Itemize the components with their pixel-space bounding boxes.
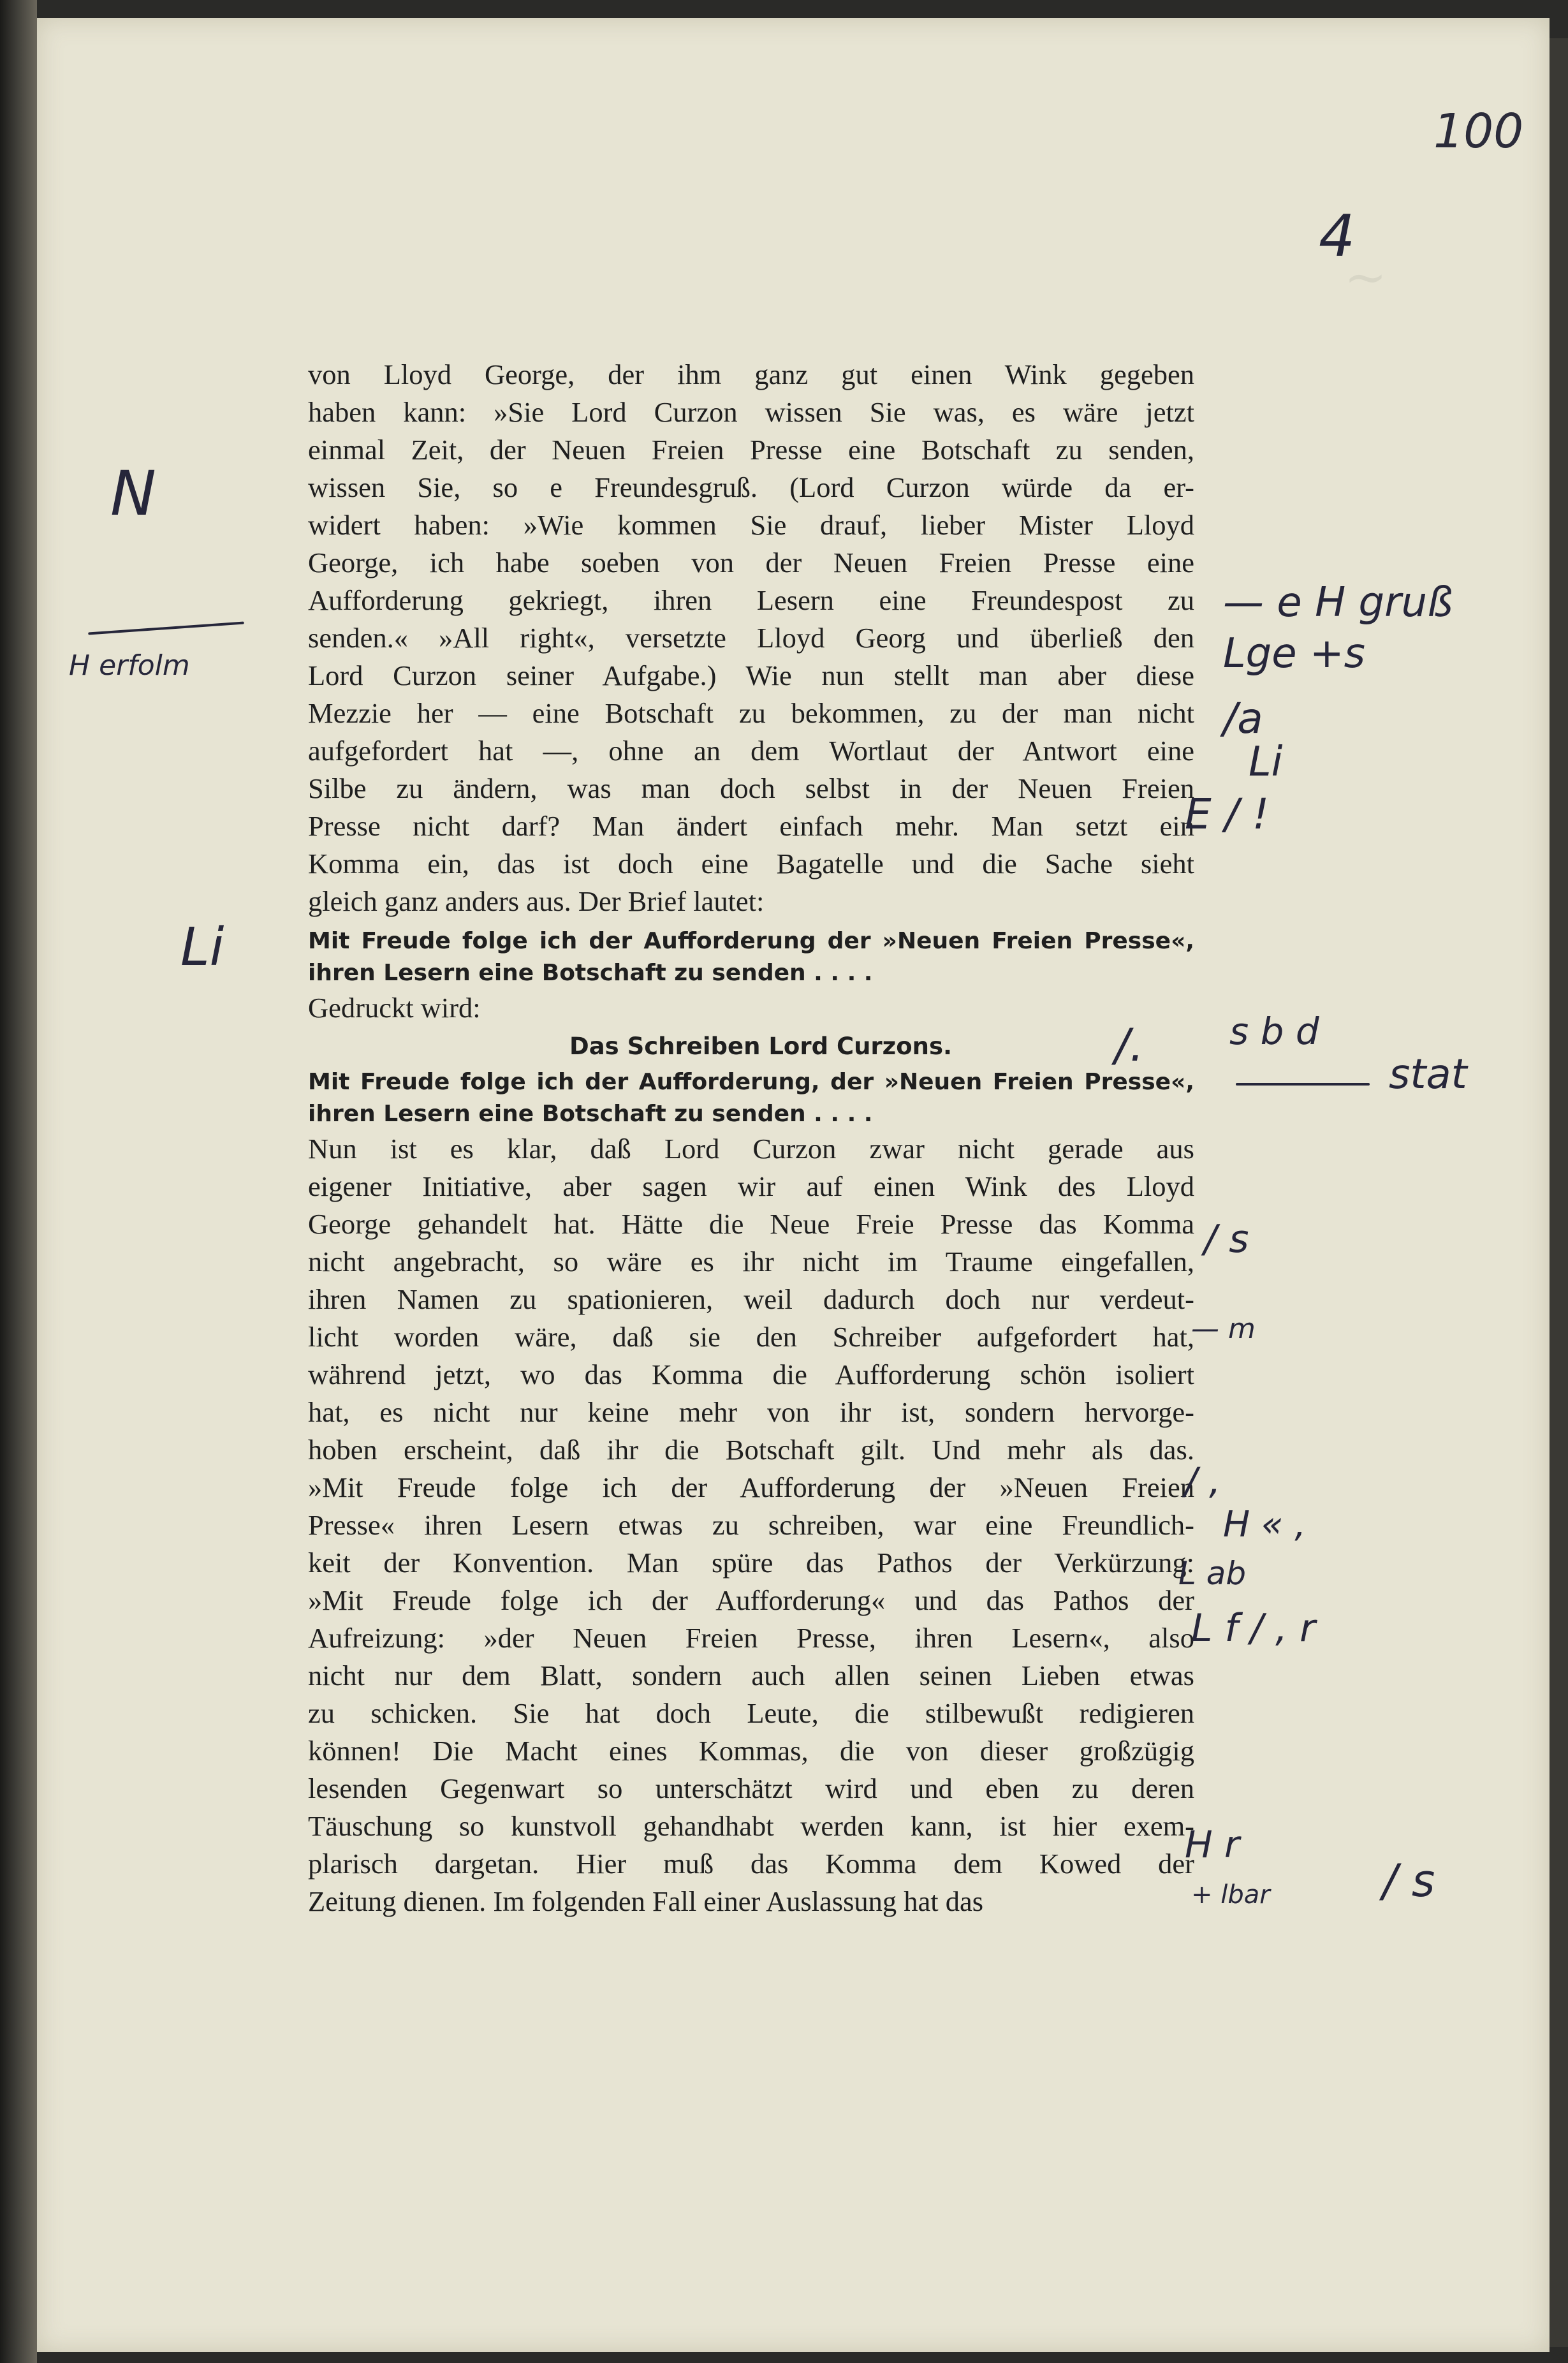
text-line: hoben erscheint, daß ihr die Botschaft gilt. Und mehr als das. <box>308 1434 1194 1466</box>
page-back-edge <box>1549 38 1568 2347</box>
margin-note-right-4: Li <box>1249 739 1283 786</box>
margin-note-right-3: /a <box>1223 694 1263 743</box>
text-line: Mezzie her — eine Botschaft zu bekommen, zu der man nicht <box>308 697 1194 729</box>
text-line: von Lloyd George, der ihm ganz gut einen Wink gegeben <box>308 358 1194 390</box>
text-line: eigener Initiative, aber sagen wir auf einen Wink des Lloyd <box>308 1170 1194 1202</box>
text-line: licht worden wäre, daß sie den Schreiber aufgefordert hat, <box>308 1321 1194 1353</box>
margin-note-left-1: N <box>110 458 156 529</box>
text-line: widert haben: »Wie kommen Sie drauf, lieber Mister Lloyd <box>308 509 1194 541</box>
text-line: Komma ein, das ist doch eine Bagatelle und die Sache sieht <box>308 848 1194 880</box>
paragraph-after-quote <box>308 1130 1194 1920</box>
text-line: nicht nur dem Blatt, sondern auch allen seinen Lieben etwas <box>308 1660 1194 1691</box>
text-line: ihren Lesern eine Botschaft zu senden . . . . <box>308 1101 873 1127</box>
text-line: nicht angebracht, so wäre es ihr nicht im Traume eingefallen, <box>308 1246 1194 1277</box>
text-line: senden.« »All right«, versetzte Lloyd Georg und überließ den <box>308 622 1194 654</box>
text-line: Presse« ihren Lesern etwas zu schreiben, war eine Freundlich- <box>308 1509 1194 1541</box>
text-line: Täuschung so kunstvoll gehandhabt werden kann, ist hier exem- <box>308 1810 1194 1842</box>
text-line: Lord Curzon seiner Aufgabe.) Wie nun stellt man aber diese <box>308 659 1194 691</box>
margin-note-right-7: s b d <box>1229 1010 1319 1053</box>
quote-original-letter <box>308 925 1194 989</box>
margin-note-right-11: / , <box>1185 1459 1221 1503</box>
margin-note-right-15: H r <box>1185 1823 1240 1866</box>
text-line: haben kann: »Sie Lord Curzon wissen Sie was, es wäre jetzt <box>308 396 1194 428</box>
document-page <box>37 18 1550 2352</box>
subheading: Das Schreiben Lord Curzons. <box>569 1033 953 1060</box>
margin-note-right-5: E / ! <box>1185 790 1270 839</box>
margin-note-right-12: H « , <box>1223 1504 1307 1545</box>
paragraph-before-quote <box>308 356 1194 920</box>
bleed-through-text: ~ <box>1344 247 1388 307</box>
text-line: Mit Freude folge ich der Aufforderung, der »Neuen Freien Presse«, <box>308 1069 1194 1095</box>
printed-label: Gedruckt wird: <box>308 992 481 1024</box>
text-line: Aufreizung: »der Neuen Freien Presse, ihren Lesern«, also <box>308 1622 1194 1654</box>
text-line: können! Die Macht eines Kommas, die von dieser großzügig <box>308 1735 1194 1767</box>
page-number: 100 <box>1433 104 1524 159</box>
text-line: lesenden Gegenwart so unterschätzt wird und eben zu deren <box>308 1772 1194 1804</box>
main-text-block <box>308 356 1194 1920</box>
text-line: Mit Freude folge ich der Aufforderung der »Neuen Freien Presse«, <box>308 928 1194 954</box>
text-line: »Mit Freude folge ich der Aufforderung« und das Pathos der <box>308 1584 1194 1616</box>
text-line: aufgefordert hat —, ohne an dem Wortlaut der Antwort eine <box>308 735 1194 767</box>
text-line: Nun ist es klar, daß Lord Curzon zwar nicht gerade aus <box>308 1133 1194 1165</box>
margin-note-right-16: + lbar <box>1191 1880 1270 1910</box>
margin-note-right-8: stat <box>1389 1051 1467 1098</box>
text-line: ihren Namen zu spationieren, weil dadurch doch nur verdeut- <box>308 1283 1194 1315</box>
text-line: Zeitung dienen. Im folgenden Fall einer Auslassung hat das <box>308 1885 984 1917</box>
text-line: ihren Lesern eine Botschaft zu senden . . . . <box>308 960 873 986</box>
text-line: George, ich habe soeben von der Neuen Freien Presse eine <box>308 547 1194 578</box>
margin-note-left-2: H erfolm <box>69 649 190 682</box>
margin-strike-left <box>88 621 244 635</box>
text-line: Silbe zu ändern, was man doch selbst in der Neuen Freien <box>308 772 1194 804</box>
margin-note-right-14: L f / , r <box>1191 1606 1315 1651</box>
text-line: Presse nicht darf? Man ändert einfach mehr. Man setzt ein <box>308 810 1194 842</box>
margin-note-top-right: 4 <box>1319 203 1356 270</box>
text-line: wissen Sie, so e Freundesgruß. (Lord Curzon würde da er- <box>308 471 1194 503</box>
margin-note-right-9: / s <box>1204 1217 1249 1262</box>
text-line: keit der Konvention. Man spüre das Pathos der Verkürzung: <box>308 1547 1194 1579</box>
margin-note-right-13: L ab <box>1178 1555 1247 1592</box>
margin-note-left-3: Li <box>180 917 224 978</box>
margin-note-right-2: Lge +s <box>1223 630 1365 677</box>
margin-rule-right <box>1236 1083 1370 1086</box>
text-line: »Mit Freude folge ich der Aufforderung der »Neuen Freien <box>308 1471 1194 1503</box>
text-line: während jetzt, wo das Komma die Aufforderung schön isoliert <box>308 1358 1194 1390</box>
margin-note-right-6: /. <box>1115 1019 1144 1071</box>
text-line: einmal Zeit, der Neuen Freien Presse eine Botschaft zu senden, <box>308 434 1194 466</box>
margin-note-right-1: — e H gruß <box>1223 579 1453 626</box>
quote-printed-letter <box>308 1066 1194 1130</box>
text-line: hat, es nicht nur keine mehr von ihr ist, sondern hervorge- <box>308 1396 1194 1428</box>
text-line: zu schicken. Sie hat doch Leute, die stilbewußt redigieren <box>308 1697 1194 1729</box>
text-line: Aufforderung gekriegt, ihren Lesern eine Freundespost zu <box>308 584 1194 616</box>
text-line: plarisch dargetan. Hier muß das Komma dem Kowed der <box>308 1848 1194 1880</box>
text-line: George gehandelt hat. Hätte die Neue Freie Presse das Komma <box>308 1208 1194 1240</box>
margin-note-right-10: — m <box>1191 1313 1256 1345</box>
text-line: gleich ganz anders aus. Der Brief lautet: <box>308 885 765 917</box>
book-binding-edge <box>0 0 37 2363</box>
margin-note-right-17: / s <box>1382 1855 1435 1907</box>
